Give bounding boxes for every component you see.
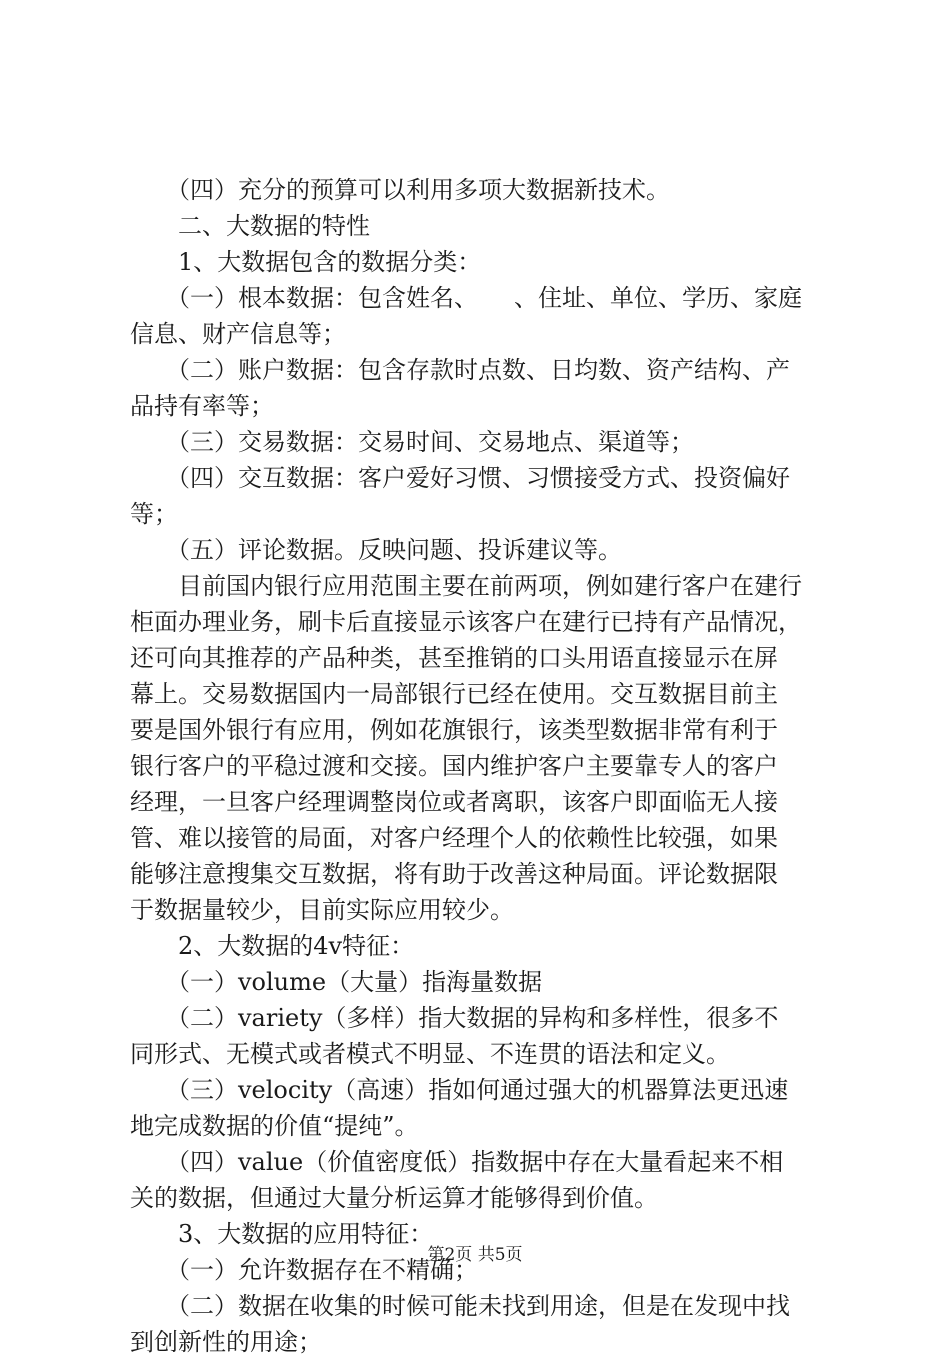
subsection-heading: 2、大数据的4v特征： <box>130 932 415 960</box>
text-line: 信息、财产信息等； <box>130 320 346 348</box>
text-line: 地完成数据的价值“提纯”。 <box>130 1112 419 1140</box>
text-line: （四）充分的预算可以利用多项大数据新技术。 <box>130 176 670 204</box>
text-line: 柜面办理业务，刷卡后直接显示该客户在建行已持有产品情况， <box>130 608 802 636</box>
text-line: （一）根本数据：包含姓名、 、住址、单位、学历、家庭 <box>130 284 802 312</box>
text-line: （一）volume（大量）指海量数据 <box>130 968 543 996</box>
text-line: 同形式、无模式或者模式不明显、不连贯的语法和定义。 <box>130 1040 730 1068</box>
subsection-heading: 1、大数据包含的数据分类： <box>130 248 482 276</box>
text-line: 等； <box>130 500 178 528</box>
text-line: （二）variety（多样）指大数据的异构和多样性，很多不 <box>130 1004 779 1032</box>
text-line: 银行客户的平稳过渡和交接。国内维护客户主要靠专人的客户 <box>130 752 778 780</box>
text-line: 品持有率等； <box>130 392 274 420</box>
text-line: （二）数据在收集的时候可能未找到用途，但是在发现中找 <box>130 1292 790 1320</box>
text-line: 管、难以接管的局面，对客户经理个人的依赖性比较强，如果 <box>130 824 778 852</box>
text-line: 到创新性的用途； <box>130 1328 322 1356</box>
text-line: （五）评论数据。反映问题、投诉建议等。 <box>130 536 622 564</box>
document-body <box>130 172 830 1360</box>
text-line: 还可向其推荐的产品种类，甚至推销的口头用语直接显示在屏 <box>130 644 778 672</box>
page-number-footer: 第2页 共5页 <box>427 1245 523 1265</box>
text-line: 能够注意搜集交互数据，将有助于改善这种局面。评论数据限 <box>130 860 778 888</box>
text-line: （二）账户数据：包含存款时点数、日均数、资产结构、产 <box>130 356 790 384</box>
text-line: （一）允许数据存在不精确； <box>130 1256 478 1284</box>
text-line: 目前国内银行应用范围主要在前两项，例如建行客户在建行 <box>130 572 802 600</box>
text-line: 幕上。交易数据国内一局部银行已经在使用。交互数据目前主 <box>130 680 778 708</box>
text-line: 关的数据，但通过大量分析运算才能够得到价值。 <box>130 1184 658 1212</box>
subsection-heading: 3、大数据的应用特征： <box>130 1220 434 1248</box>
text-line: 要是国外银行有应用，例如花旗银行，该类型数据非常有利于 <box>130 716 778 744</box>
section-heading: 二、大数据的特性 <box>130 212 370 240</box>
text-line: （三）velocity（高速）指如何通过强大的机器算法更迅速 <box>130 1076 789 1104</box>
text-line: （四）value（价值密度低）指数据中存在大量看起来不相 <box>130 1148 784 1176</box>
text-line: 经理，一旦客户经理调整岗位或者离职，该客户即面临无人接 <box>130 788 778 816</box>
text-line: （四）交互数据：客户爱好习惯、习惯接受方式、投资偏好 <box>130 464 790 492</box>
text-line: （三）交易数据：交易时间、交易地点、渠道等； <box>130 428 694 456</box>
text-line: 于数据量较少，目前实际应用较少。 <box>130 896 514 924</box>
